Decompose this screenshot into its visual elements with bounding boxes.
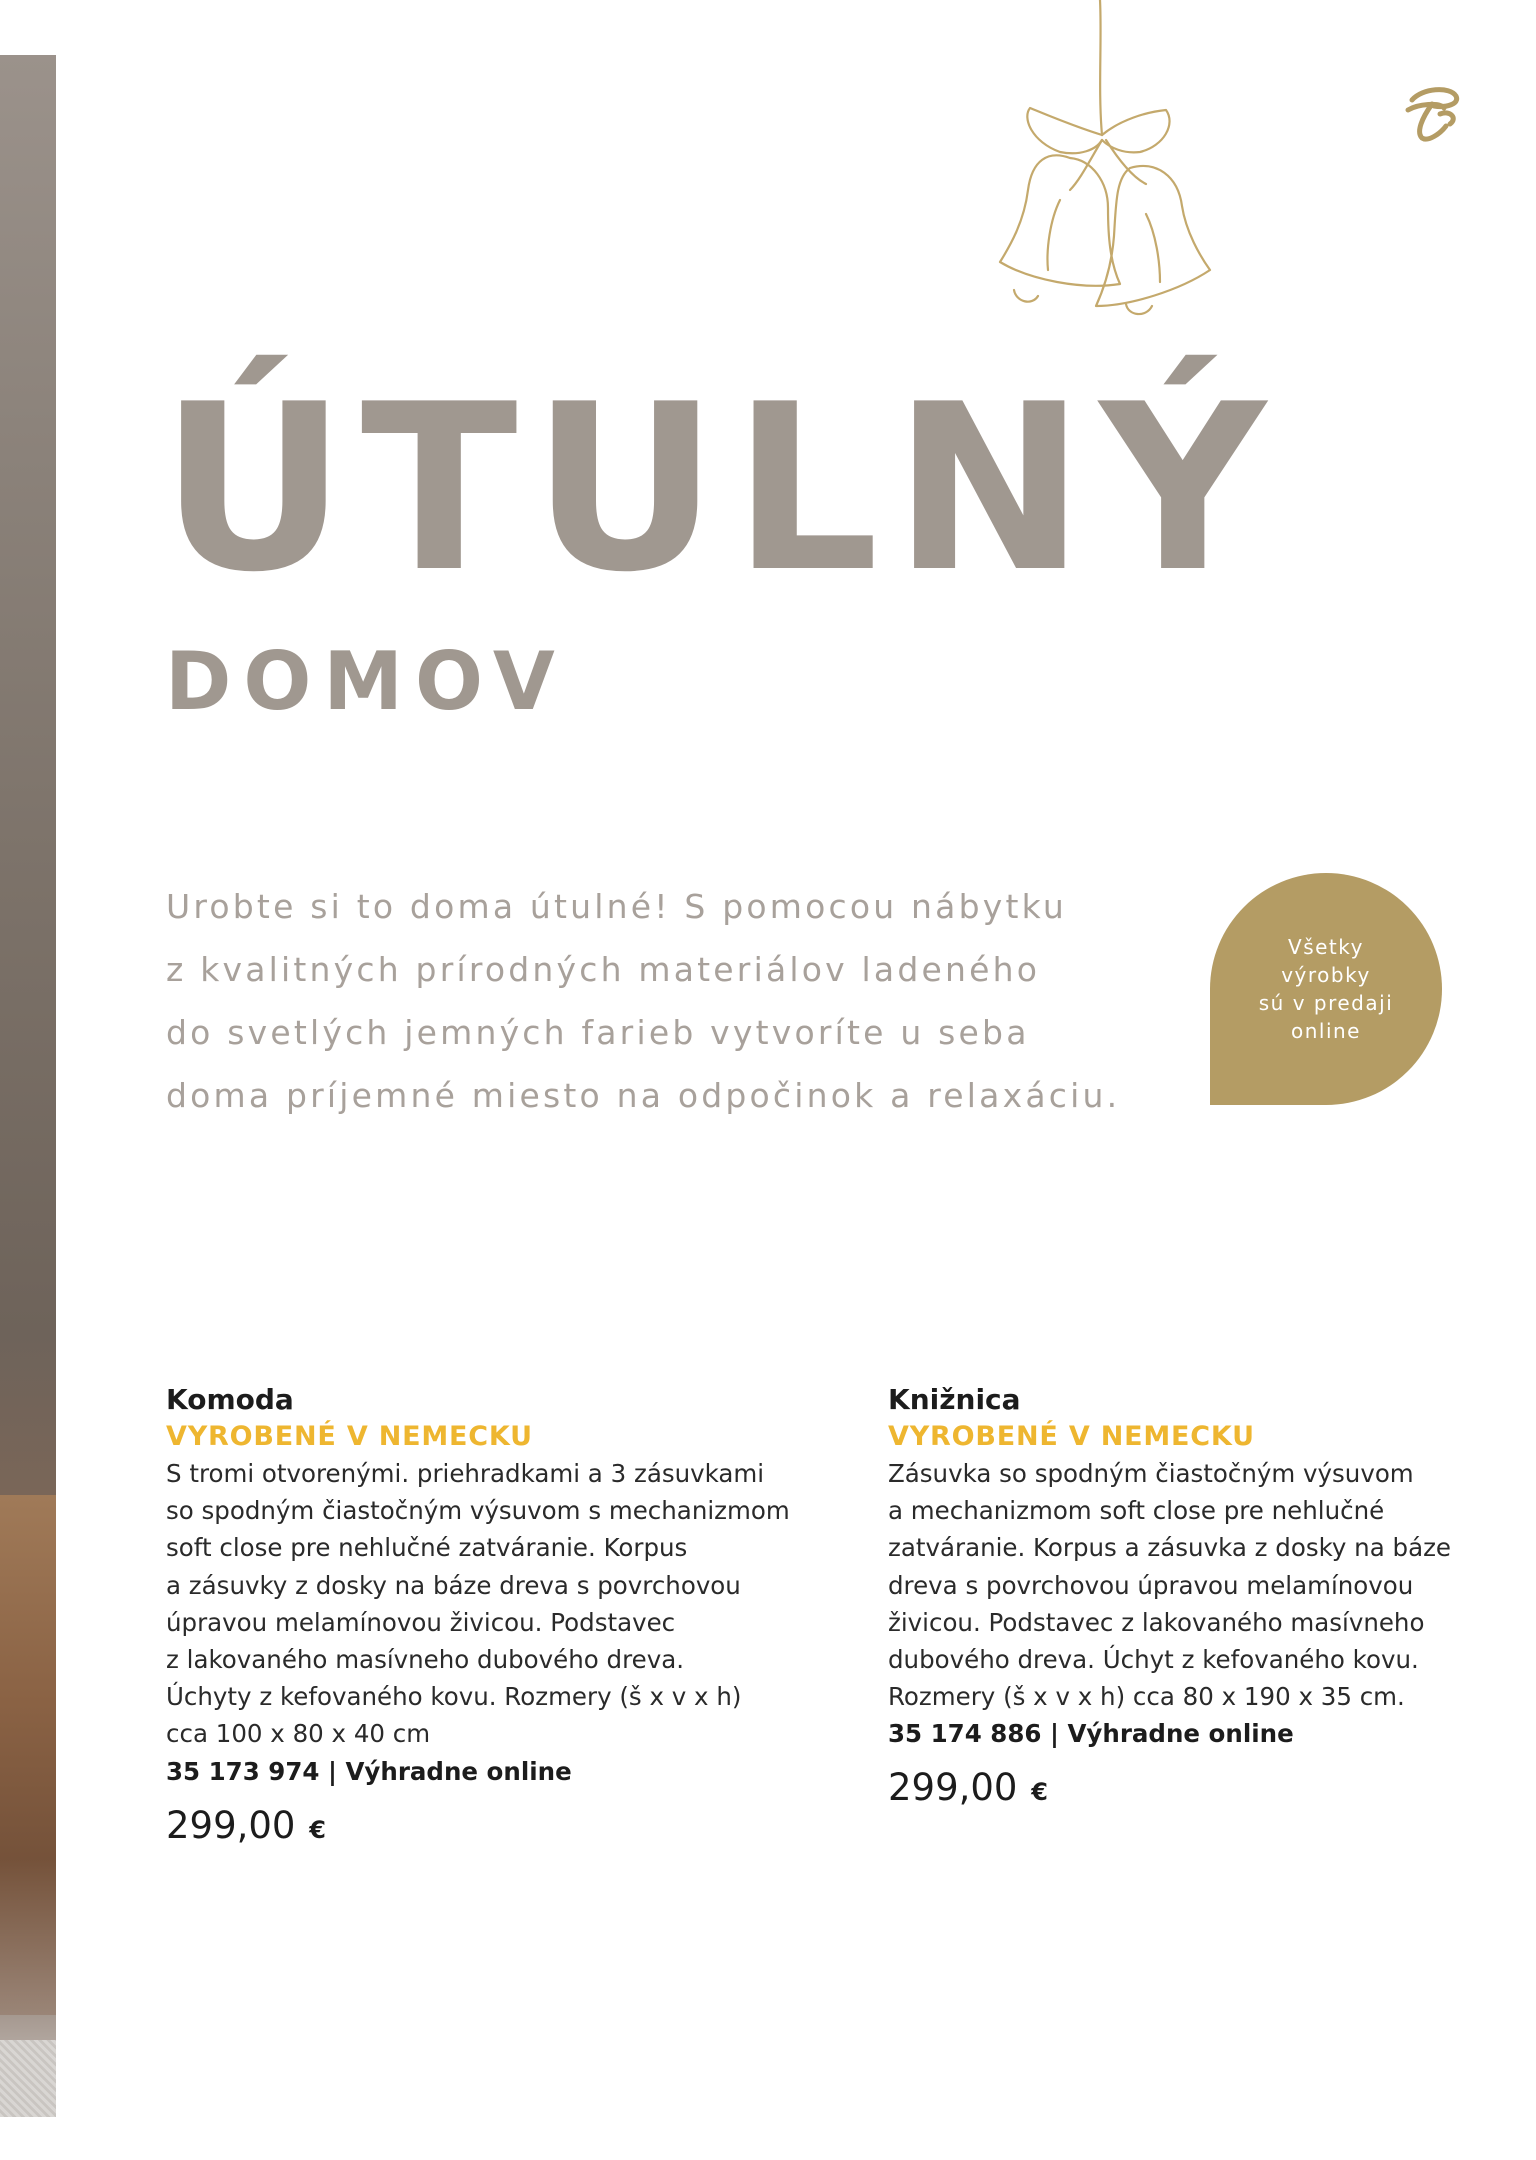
online-availability-badge: [1210, 873, 1442, 1105]
description-line: zatváranie. Korpus a zásuvka z dosky na báze: [888, 1533, 1452, 1563]
product-code: 35 174 886 | Výhradne online: [888, 1719, 1294, 1749]
product-price: [166, 1804, 826, 1852]
description-line: S tromi otvorenými. priehradkami a 3 zásuvkami: [166, 1459, 765, 1488]
currency-symbol: €: [1031, 1778, 1048, 1807]
intro-line: doma príjemné miesto na odpočinok a relaxáciu.: [166, 1076, 1121, 1115]
product-description: [166, 1455, 826, 1753]
intro-line: do svetlých jemných farieb vytvoríte u seba: [166, 1013, 1030, 1052]
description-line: Úchyty z kefovaného kovu. Rozmery (š x v x h): [166, 1682, 742, 1712]
product-name: Komoda: [166, 1383, 294, 1416]
product-card-komoda: [166, 1382, 826, 1852]
price-value: 299,00: [166, 1803, 296, 1847]
product-price: [888, 1766, 1508, 1814]
intro-line: z kvalitných prírodných materiálov ladeného: [166, 950, 1041, 989]
price-value: 299,00: [888, 1766, 1018, 1810]
description-line: a mechanizmom soft close pre nehlučné: [888, 1496, 1385, 1526]
page-subtitle: DOMOV: [165, 635, 567, 728]
description-line: soft close pre nehlučné zatváranie. Korpus: [166, 1533, 688, 1563]
badge-line: výrobky: [1281, 963, 1371, 987]
description-line: z lakovaného masívneho dubového dreva.: [166, 1645, 685, 1675]
description-line: dubového dreva. Úchyt z kefovaného kovu.: [888, 1645, 1419, 1675]
currency-symbol: €: [309, 1815, 326, 1844]
badge-line: Všetky: [1288, 935, 1364, 959]
product-card-kniznica: [888, 1382, 1508, 1814]
description-line: Zásuvka so spodným čiastočným výsuvom: [888, 1459, 1414, 1488]
product-description: [888, 1455, 1508, 1715]
description-line: živicou. Podstavec z lakovaného masívneho: [888, 1607, 1425, 1637]
badge-line: online: [1290, 1019, 1361, 1043]
christmas-bells-icon: [920, 0, 1250, 330]
description-line: Rozmery (š x v x h) cca 80 x 190 x 35 cm.: [888, 1682, 1405, 1712]
page-title: ÚTULNÝ: [160, 356, 1281, 623]
description-line: úpravou melamínovou živicou. Podstavec: [166, 1607, 676, 1637]
description-line: dreva s povrchovou úpravou melamínovou: [888, 1570, 1414, 1600]
description-line: cca 100 x 80 x 40 cm: [166, 1719, 431, 1749]
badge-line: sú v predaji: [1258, 991, 1394, 1015]
side-photo-strip: [0, 55, 56, 2117]
product-name: Knižnica: [888, 1383, 1021, 1416]
intro-line: Urobte si to doma útulné! S pomocou nábytku: [166, 887, 1068, 926]
wooden-floor-image: [0, 1495, 56, 2015]
brand-logo-icon: [1398, 78, 1468, 148]
intro-paragraph: [166, 875, 1206, 1127]
rug-image: [0, 2040, 56, 2117]
product-code: 35 173 974 | Výhradne online: [166, 1756, 572, 1786]
description-line: a zásuvky z dosky na báze dreva s povrchovou: [166, 1570, 741, 1600]
description-line: so spodným čiastočným výsuvom s mechanizmom: [166, 1496, 790, 1526]
product-origin-label: VYROBENÉ V NEMECKU: [166, 1421, 533, 1452]
product-origin-label: VYROBENÉ V NEMECKU: [888, 1421, 1255, 1452]
